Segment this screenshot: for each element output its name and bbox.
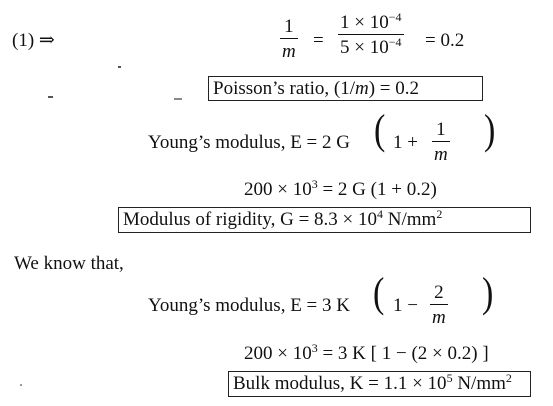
reciprocal-m-fraction bbox=[280, 17, 298, 61]
strain-ratio-fraction bbox=[338, 10, 404, 59]
right-parenthesis: ) bbox=[484, 107, 496, 154]
poisson-m-symbol: m bbox=[354, 78, 369, 99]
scan-speck bbox=[174, 98, 182, 100]
bulk-value-exponent: 3 bbox=[311, 341, 318, 355]
fraction-numerator: 1 bbox=[436, 119, 446, 140]
denominator-exponent: −4 bbox=[388, 35, 402, 50]
rigidity-unit: N/mm bbox=[383, 209, 437, 230]
scan-speck bbox=[20, 384, 22, 386]
two-over-m-fraction bbox=[430, 283, 448, 327]
bulk-text: Bulk modulus, K = 1.1 × 10 bbox=[233, 373, 447, 394]
denominator-base: 5 × 10 bbox=[340, 37, 389, 59]
young-value-equation bbox=[244, 177, 437, 200]
fraction-denominator: m bbox=[282, 41, 296, 63]
fraction-denominator: m bbox=[432, 307, 446, 329]
numerator-base: 1 × 10 bbox=[340, 12, 389, 33]
scan-speck bbox=[48, 96, 53, 98]
shear-equation-rhs: = 2 G (1 + 0.2) bbox=[322, 179, 437, 200]
young-inner-prefix: 1 + bbox=[393, 132, 418, 153]
poisson-ratio-prefix: Poisson’s ratio, (1/ bbox=[213, 78, 355, 99]
bulk-modulus-result-box bbox=[228, 371, 531, 397]
fraction-numerator: 2 bbox=[434, 282, 444, 303]
rigidity-text: Modulus of rigidity, G = 8.3 × 10 bbox=[123, 209, 378, 230]
bulk-value-base: 200 × 10 bbox=[244, 343, 312, 364]
poisson-ratio-result-box bbox=[208, 76, 483, 101]
scan-speck bbox=[118, 66, 121, 68]
left-parenthesis: ( bbox=[374, 107, 386, 154]
fraction-numerator bbox=[338, 10, 404, 34]
equals-sign: = bbox=[313, 30, 324, 51]
bulk-unit-exponent: 2 bbox=[505, 371, 512, 385]
young-value-base: 200 × 10 bbox=[244, 179, 312, 200]
bulk-exponent: 5 bbox=[446, 371, 453, 385]
poisson-ratio-value: ) = 0.2 bbox=[368, 78, 420, 99]
fraction-denominator: m bbox=[434, 144, 448, 166]
right-parenthesis: ) bbox=[482, 270, 494, 317]
rigidity-unit-exponent: 2 bbox=[436, 207, 443, 221]
rigidity-result-box bbox=[118, 207, 531, 233]
numerator-exponent: −4 bbox=[388, 10, 402, 24]
fraction-numerator: 1 bbox=[284, 16, 294, 37]
young-modulus-bulk-lhs: Young’s modulus, E = 3 K bbox=[148, 295, 350, 316]
bulk-equation-rhs: = 3 K [ 1 − (2 × 0.2) ] bbox=[322, 343, 489, 364]
we-know-that-text: We know that, bbox=[14, 253, 124, 274]
young-modulus-lhs: Young’s modulus, E = 2 G bbox=[148, 132, 350, 153]
bulk-unit: N/mm bbox=[452, 373, 506, 394]
inverse-m-fraction bbox=[432, 120, 450, 164]
young-bulk-inner-prefix: 1 − bbox=[393, 295, 418, 316]
bulk-value-equation bbox=[244, 341, 489, 364]
result-value: = 0.2 bbox=[425, 30, 465, 51]
fraction-denominator bbox=[338, 35, 404, 57]
young-value-exponent: 3 bbox=[311, 177, 318, 191]
equation-reference-label: (1) ⇒ bbox=[12, 30, 55, 51]
rigidity-exponent: 4 bbox=[377, 207, 384, 221]
left-parenthesis: ( bbox=[373, 270, 385, 317]
